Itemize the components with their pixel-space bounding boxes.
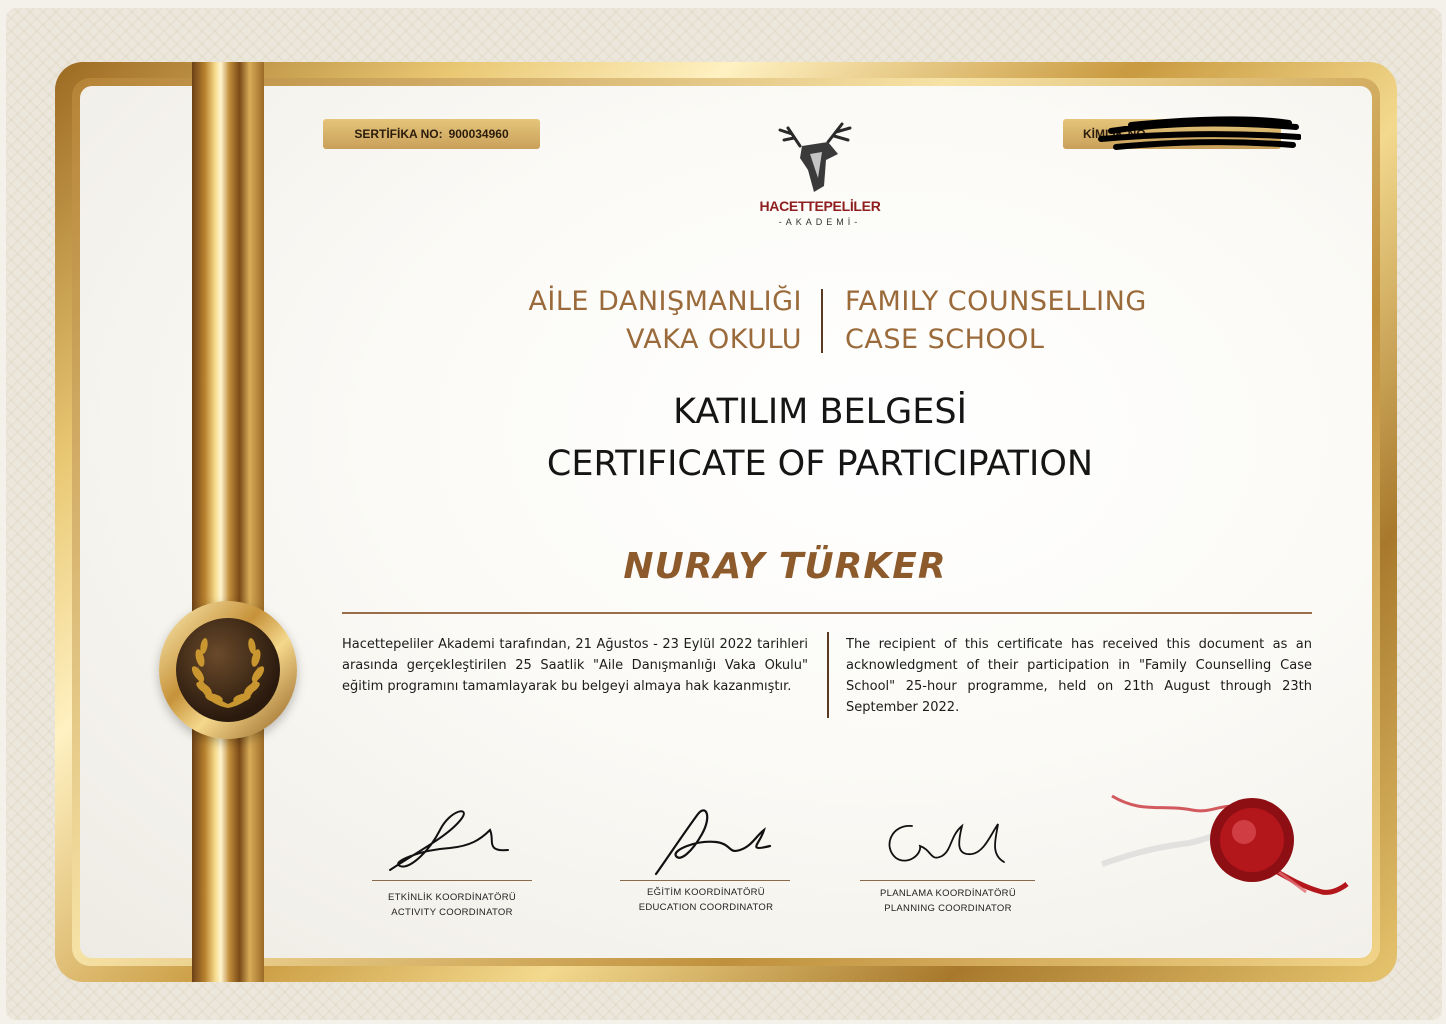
brand-subtitle: -AKADEMİ- [778,217,862,227]
course-name-english [845,283,1265,359]
course-tr-line2: VAKA OKULU [626,324,802,355]
course-en-line1: FAMILY COUNSELLING [845,286,1147,317]
activity-coordinator-en: ACTIVITY COORDINATOR [391,907,513,918]
laurel-wreath-icon [176,618,280,722]
activity-coordinator-signature [380,800,530,880]
education-coordinator-tr: EĞİTİM KOORDİNATÖRÜ [647,887,765,898]
id-number-label: KİMLİK NO [1083,127,1146,141]
certificate-number-badge [323,119,540,149]
planning-coordinator-tr: PLANLAMA KOORDİNATÖRÜ [880,888,1016,899]
education-coordinator-title [586,885,826,915]
signature-line [620,880,790,881]
body-text-turkish: Hacettepeliler Akademi tarafından, 21 Ağustos - 23 Eylül 2022 tarihleri arasında gerçekleştirilen 25 Saatlik "Aile Danışmanlığı Vaka Okulu" eğitim programını tamamlayarak bu belgeyi almaya hak kazanmıştır. [342,637,808,694]
planning-coordinator-en: PLANNING COORDINATOR [884,903,1012,914]
body-text-english: The recipient of this certificate has received this document as an acknowledgment of their participation in "Family Counselling Case School" 25-hour programme, held on 21th August through 23th September 2022. [846,637,1312,715]
certificate-title-turkish: KATILIM BELGESİ [673,392,967,432]
signature-line [372,880,532,881]
planning-coordinator-signature [872,806,1022,876]
gold-ribbon [192,62,264,982]
id-number-badge [1063,119,1281,149]
redaction-scribble [1071,111,1301,161]
planning-coordinator-title [828,886,1068,916]
course-divider [821,289,823,353]
certificate-number-label: SERTİFİKA NO: [354,127,443,141]
deer-head-icon [770,108,860,198]
certificate-title-english: CERTIFICATE OF PARTICIPATION [546,444,1094,484]
education-coordinator-signature [636,800,786,880]
signature-line [860,880,1035,881]
activity-coordinator-title [332,890,572,920]
course-tr-line1: AİLE DANIŞMANLIĞI [528,286,802,317]
certificate-number-value: 900034960 [448,127,509,141]
education-coordinator-en: EDUCATION COORDINATOR [638,902,774,913]
activity-coordinator-tr: ETKİNLİK KOORDİNATÖRÜ [387,892,517,903]
brand-name: HACETTEPELİLER [759,198,881,214]
wax-seal-icon [1092,784,1352,904]
course-name-turkish [430,283,802,359]
vertical-divider [827,632,829,718]
horizontal-divider [342,612,1312,614]
recipient-name: NURAY TÜRKER [623,546,947,587]
course-en-line2: CASE SCHOOL [845,324,1045,355]
